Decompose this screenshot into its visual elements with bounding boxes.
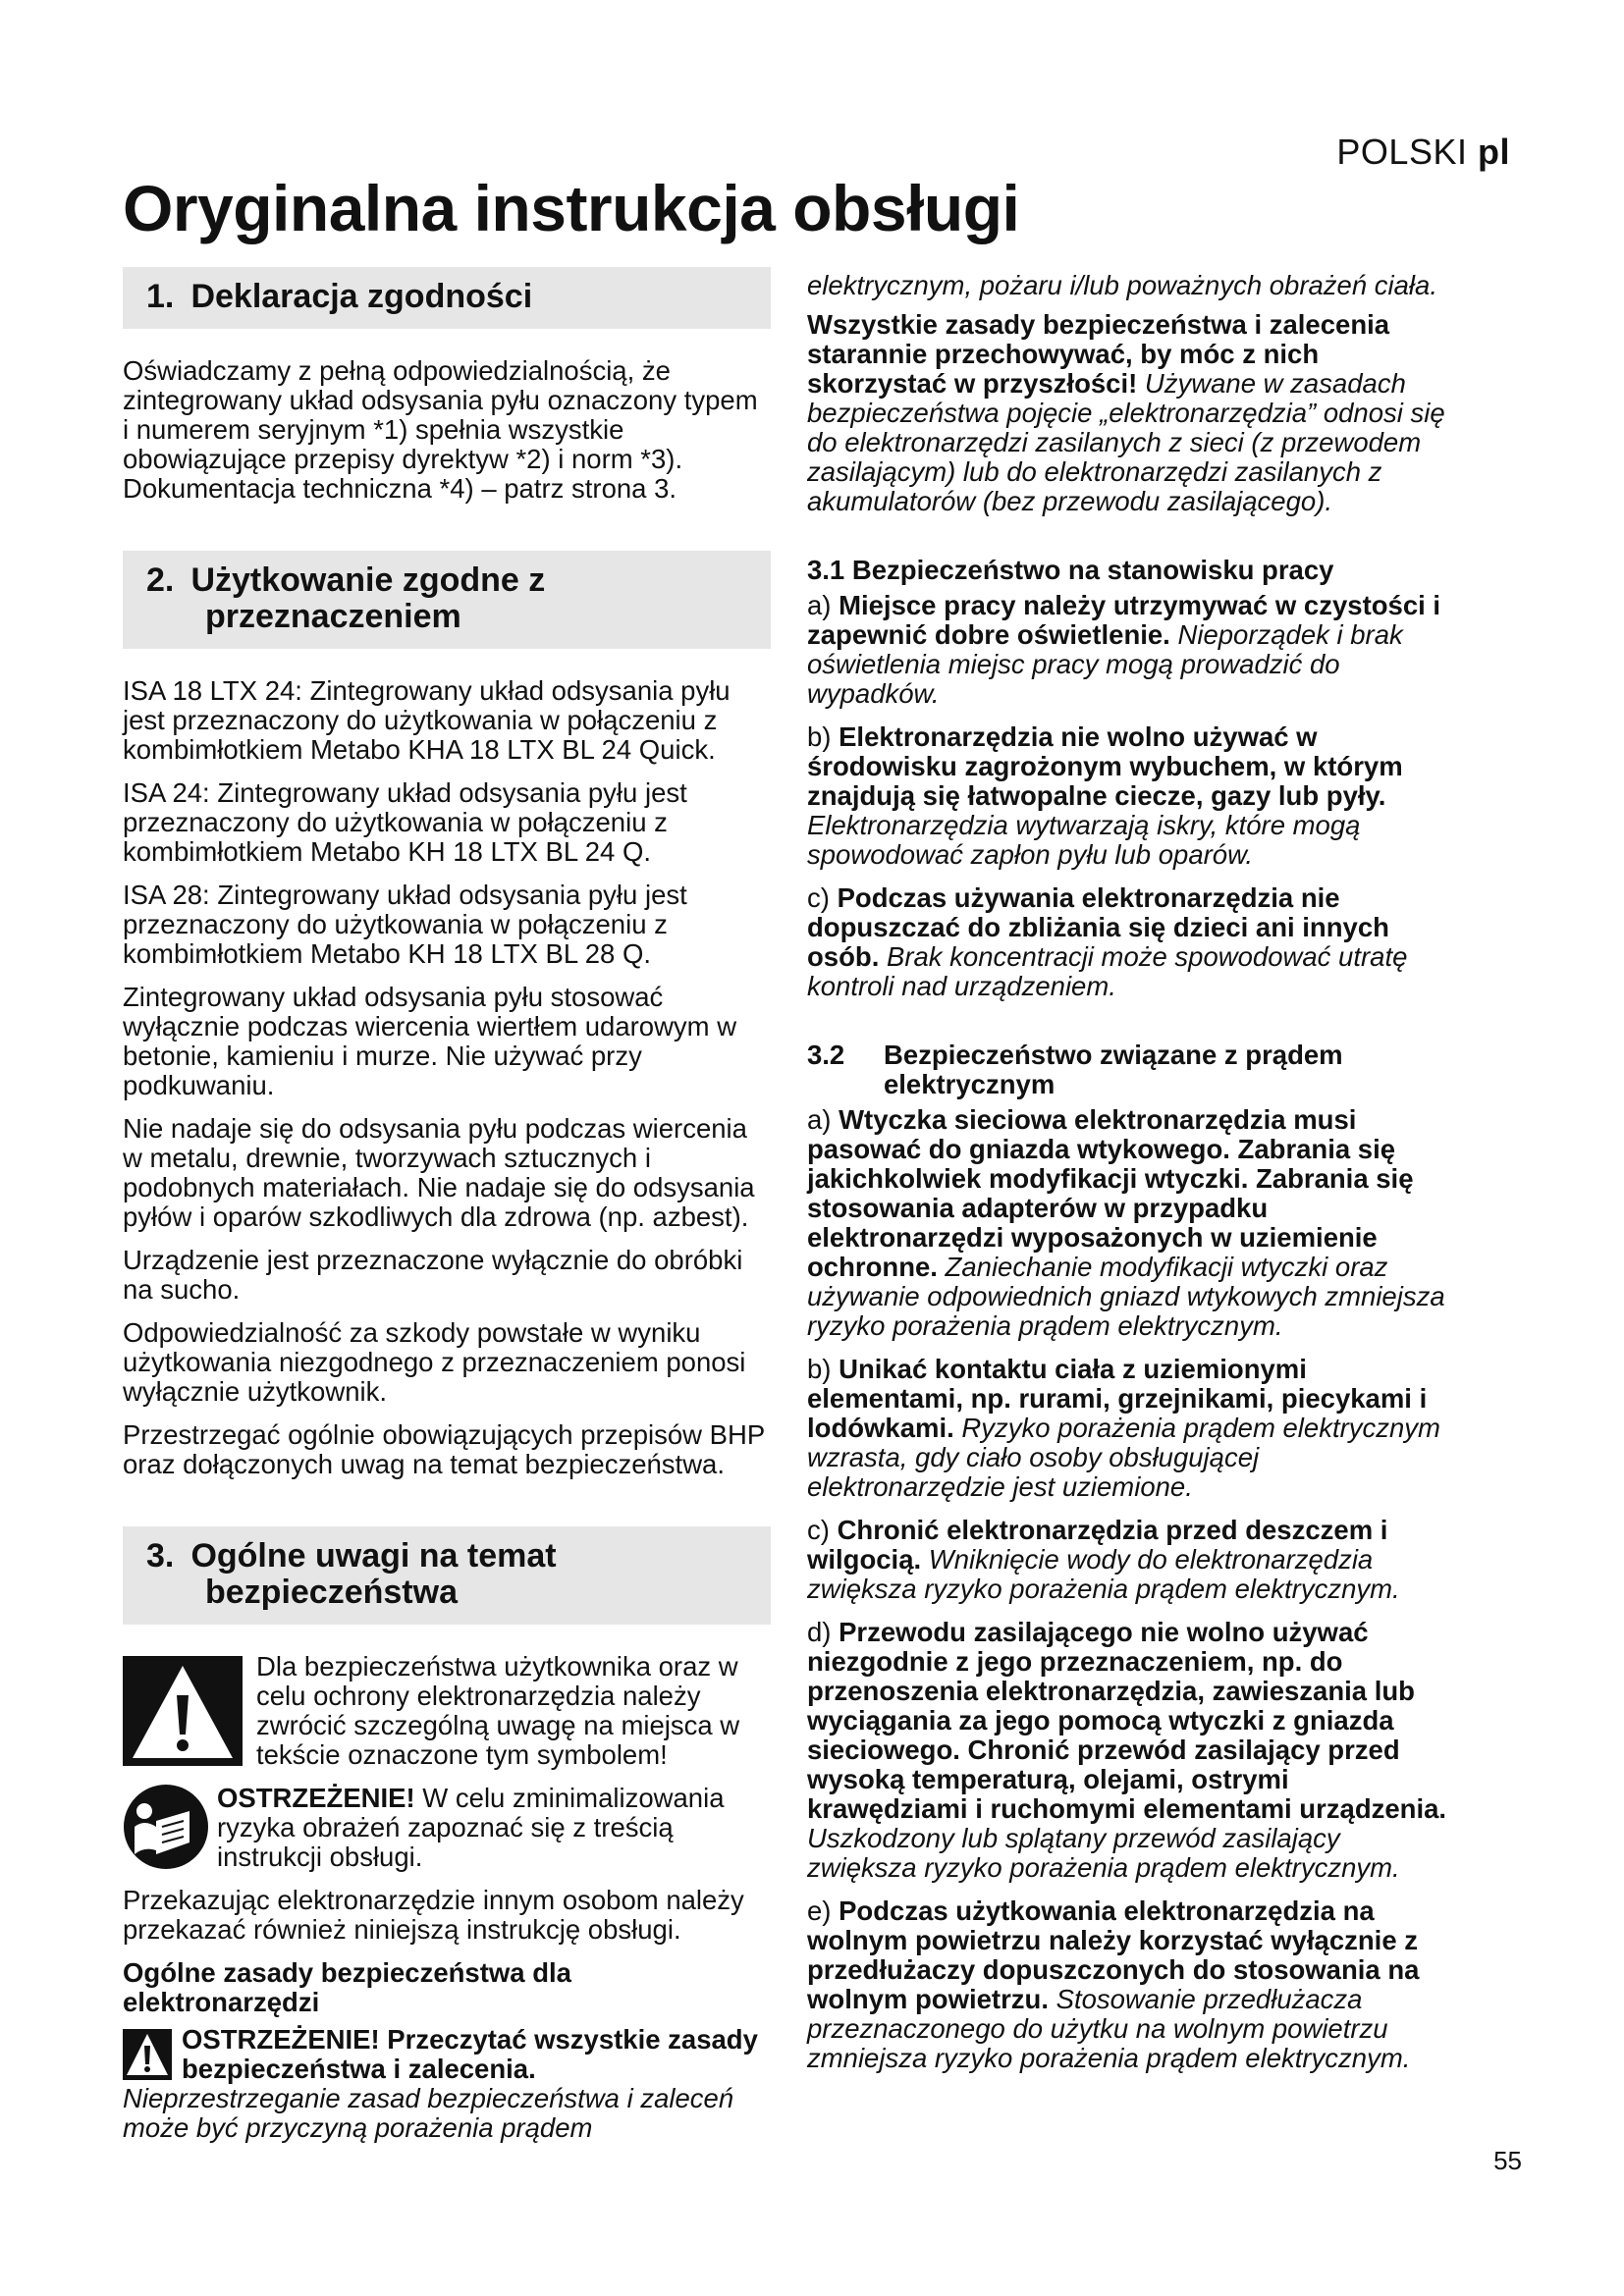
section-3-heading: 3. Ogólne uwagi na temat bezpieczeństwa — [123, 1526, 771, 1625]
general-warning — [123, 2025, 771, 2143]
section-3-2-heading: 3.2 Bezpieczeństwo związane z prądem elektrycznym — [807, 1040, 1343, 1099]
use-dry: Urządzenie jest przeznaczone wyłącznie do obróbki na sucho. — [123, 1245, 743, 1305]
pass-on-text: Przekazując elektronarzędzie innym osobom należy przekazać również niniejszą instrukcję obsługi. — [123, 1885, 744, 1945]
use-isa-28: ISA 28: Zintegrowany układ odsysania pyłu jest przeznaczony do użytkowania w połączeniu z kombimłotkiem Metabo KH 18 LTX BL 28 Q. — [123, 880, 687, 969]
warning-triangle-icon — [123, 1656, 243, 1766]
read-warning-text: W celu zminimalizowania ryzyka obrażeń zapoznać się z treścią instrukcji obsługi. — [217, 1783, 725, 1872]
continued-text: elektrycznym, pożaru i/lub poważnych obrażeń ciała. — [807, 270, 1437, 300]
use-drilling: Zintegrowany układ odsysania pyłu stosować wyłącznie podczas wiercenia wiertłem udarowym w betonie, kamieniu i murze. Nie używać przy podkuwaniu. — [123, 982, 737, 1100]
page-number: 55 — [1493, 2146, 1522, 2175]
use-liability: Odpowiedzialność za szkody powstałe w wyniku użytkowania niezgodnego z przeznaczeniem ponosi wyłącznie użytkownik. — [123, 1317, 746, 1407]
rule-3-2-a: a) Wtyczka sieciowa elektronarzędzia musi pasować do gniazda wtykowego. Zabrania się jakichkolwiek modyfikacji wtyczki. Zabrania się stosowania adapterów w przypadku elektronarzędzi wyposażonych w uziemienie ochronne. Zaniechanie modyfikacji wtyczki oraz używanie odpowiednich gniazd wtykowych zmniejsza ryzyko porażenia prądem elektrycznym. — [807, 1104, 1445, 1341]
general-rules-heading: Ogólne zasady bezpieczeństwa dla elektronarzędzi — [123, 1957, 571, 2017]
rule-3-2-d: d) Przewodu zasilającego nie wolno używać niezgodnie z jego przeznaczeniem, np. do przenoszenia elektronarzędzia, zawieszania lub wyciągania za jego pomocą wtyczki z gniazda sieciowego. Chronić przewód zasilający przed wysoką temperaturą, olejami, ostrymi krawędziami i ruchomymi elementami urządzenia. Uszkodzony lub splątany przewód zasilający zwiększa ryzyko porażenia prądem elektrycznym. — [807, 1617, 1447, 1883]
use-not-suitable: Nie nadaje się do odsysania pyłu podczas wiercenia w metalu, drewnie, tworzywach sztucznych i podobnych materiałach. Nie nadaje się do odsysania pyłów i oparów szkodliwych dla zdrowa (np. azbest). — [123, 1113, 755, 1232]
warning-triangle-small-icon — [123, 2029, 172, 2080]
use-isa-24: ISA 24: Zintegrowany układ odsysania pyłu jest przeznaczony do użytkowania w połączeniu z kombimłotkiem Metabo KH 18 LTX BL 24 Q. — [123, 777, 687, 867]
read-manual-icon — [123, 1784, 209, 1870]
declaration-text: Oświadczamy z pełną odpowiedzialnością, że zintegrowany układ odsysania pyłu oznaczony typem i numerem seryjnym *1) spełnia wszystkie obowiązujące przepisy dyrektyw *2) i norm *3). Dokumentacja techniczna *4) – patrz strona 3. — [123, 355, 758, 504]
rule-3-2-b: b) Unikać kontaktu ciała z uziemionymi elementami, np. rurami, grzejnikami, piecykami i lodówkami. Ryzyko porażenia prądem elektrycznym wzrasta, gdy ciało osoby obsługującej elektronarzędzie jest uziemione. — [807, 1354, 1440, 1502]
use-isa-18: ISA 18 LTX 24: Zintegrowany układ odsysania pyłu jest przeznaczony do użytkowania w połączeniu z kombimłotkiem Metabo KHA 18 LTX BL 24 Quick. — [123, 675, 731, 765]
rule-3-1-a: a) Miejsce pracy należy utrzymywać w czystości i zapewnić dobre oświetlenie. Nieporządek i brak oświetlenia miejsc pracy mogą prowadzić do wypadków. — [807, 590, 1441, 709]
left-column — [123, 267, 771, 2143]
right-column — [807, 271, 1455, 2087]
section-3-1-heading: 3.1 Bezpieczeństwo na stanowisku pracy — [807, 555, 1334, 585]
read-warning-label: OSTRZEŻENIE! — [217, 1783, 415, 1813]
language-label — [1336, 132, 1510, 173]
warning-symbol-text: Dla bezpieczeństwa użytkownika oraz w celu ochrony elektronarzędzia należy zwrócić szczególną uwagę na miejsca w tekście oznaczone tym symbolem! — [256, 1651, 740, 1770]
general-warning-bold: OSTRZEŻENIE! Przeczytać wszystkie zasady bezpieczeństwa i zalecenia. — [182, 2025, 758, 2084]
general-warning-italic: Nieprzestrzeganie zasad bezpieczeństwa i zaleceń może być przyczyną porażenia prądem — [123, 2083, 734, 2143]
section-1-heading: 1. Deklaracja zgodności — [123, 267, 771, 329]
language-code: pl — [1478, 132, 1510, 172]
rule-3-2-c: c) Chronić elektronarzędzia przed deszczem i wilgocią. Wniknięcie wody do elektronarzędzia zwiększa ryzyko porażenia prądem elektrycznym. — [807, 1515, 1400, 1604]
read-manual-note — [123, 1784, 771, 1872]
keep-instructions: Wszystkie zasady bezpieczeństwa i zalecenia starannie przechowywać, by móc z nich skorzystać w przyszłości! Używane w zasadach bezpieczeństwa pojęcie „elektronarzędzia” odnosi się do elektronarzędzi zasilanych z sieci (z przewodem zasilającym) lub do elektronarzędzi zasilanych z akumulatorów (bez przewodu zasilającego). — [807, 309, 1445, 516]
rule-3-1-c: c) Podczas używania elektronarzędzia nie dopuszczać do zbliżania się dzieci ani innych osób. Brak koncentracji może spowodować utratę kontroli nad urządzeniem. — [807, 882, 1408, 1001]
section-2-heading: 2. Użytkowanie zgodne z przeznaczeniem — [123, 551, 771, 649]
rule-3-2-e: e) Podczas użytkowania elektronarzędzia na wolnym powietrzu należy korzystać wyłącznie z przedłużaczy dopuszczonych do stosowania na wolnym powietrzu. Stosowanie przedłużacza przeznaczonego do użytku na wolnym powietrzu zmniejsza ryzyko porażenia prądem elektrycznym. — [807, 1896, 1420, 2073]
rule-3-1-b: b) Elektronarzędzia nie wolno używać w środowisku zagrożonym wybuchem, w którym znajdują się łatwopalne ciecze, gazy lub pyły. Elektronarzędzia wytwarzają iskry, które mogą spowodować zapłon pyłu lub oparów. — [807, 721, 1403, 870]
use-bhp: Przestrzegać ogólnie obowiązujących przepisów BHP oraz dołączonych uwag na temat bezpieczeństwa. — [123, 1419, 765, 1479]
page-title: Oryginalna instrukcja obsługi — [123, 172, 1020, 244]
language-word: POLSKI — [1336, 132, 1468, 172]
warning-symbol-note — [123, 1652, 771, 1770]
